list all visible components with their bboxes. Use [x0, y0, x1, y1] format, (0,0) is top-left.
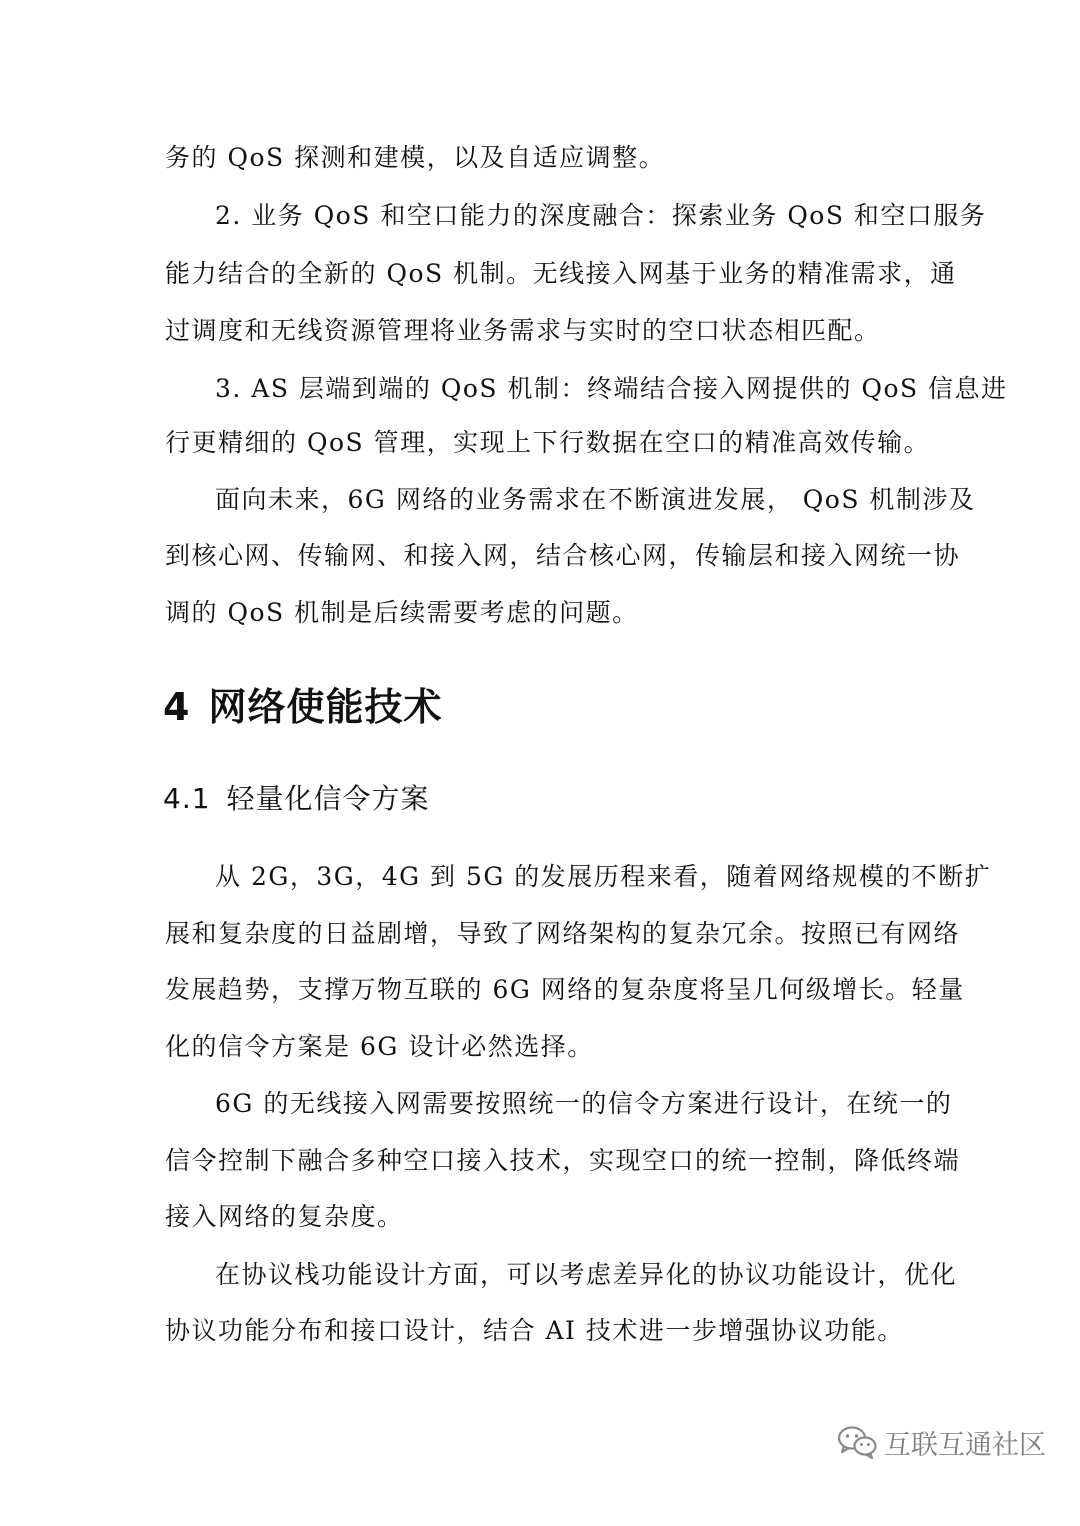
paragraph-line: 务的 QoS 探测和建模，以及自适应调整。 — [165, 143, 666, 172]
paragraph-line: 从 2G，3G，4G 到 5G 的发展历程来看，随着网络规模的不断扩 — [215, 862, 992, 891]
paragraph-line: 展和复杂度的日益剧增，导致了网络架构的复杂冗余。按照已有网络 — [165, 919, 961, 948]
section-heading — [163, 683, 442, 731]
watermark — [836, 1420, 1046, 1464]
section-number: 4 — [163, 685, 191, 729]
subsection-heading — [163, 780, 430, 818]
paragraph-line: 面向未来，6G 网络的业务需求在不断演进发展， QoS 机制涉及 — [215, 485, 976, 514]
subsection-title: 轻量化信令方案 — [226, 782, 430, 815]
paragraph-line: 接入网络的复杂度。 — [165, 1202, 404, 1231]
paragraph-line: 过调度和无线资源管理将业务需求与实时的空口状态相匹配。 — [165, 316, 881, 345]
paragraph-line: 2. 业务 QoS 和空口能力的深度融合：探索业务 QoS 和空口服务 — [215, 201, 987, 230]
paragraph-line: 到核心网、传输网、和接入网，结合核心网，传输层和接入网统一协 — [165, 541, 961, 570]
paragraph-line: 发展趋势，支撑万物互联的 6G 网络的复杂度将呈几何级增长。轻量 — [165, 975, 965, 1004]
wechat-icon — [836, 1424, 878, 1460]
paragraph-line: 信令控制下融合多种空口接入技术，实现空口的统一控制，降低终端 — [165, 1146, 961, 1175]
paragraph-line: 行更精细的 QoS 管理，实现上下行数据在空口的精准高效传输。 — [165, 428, 931, 457]
paragraph-line: 能力结合的全新的 QoS 机制。无线接入网基于业务的精准需求，通 — [165, 259, 957, 288]
paragraph-line: 化的信令方案是 6G 设计必然选择。 — [165, 1032, 594, 1061]
paragraph-line: 6G 的无线接入网需要按照统一的信令方案进行设计，在统一的 — [215, 1089, 953, 1118]
section-title: 网络使能技术 — [208, 685, 443, 729]
paragraph-line: 3. AS 层端到端的 QoS 机制：终端结合接入网提供的 QoS 信息进 — [215, 374, 1008, 403]
paragraph-line: 协议功能分布和接口设计，结合 AI 技术进一步增强协议功能。 — [165, 1316, 904, 1345]
paragraph-line: 在协议栈功能设计方面，可以考虑差异化的协议功能设计，优化 — [215, 1260, 958, 1289]
watermark-text: 互联互通社区 — [884, 1429, 1046, 1461]
subsection-number: 4.1 — [163, 782, 211, 815]
paragraph-line: 调的 QoS 机制是后续需要考虑的问题。 — [165, 598, 639, 627]
